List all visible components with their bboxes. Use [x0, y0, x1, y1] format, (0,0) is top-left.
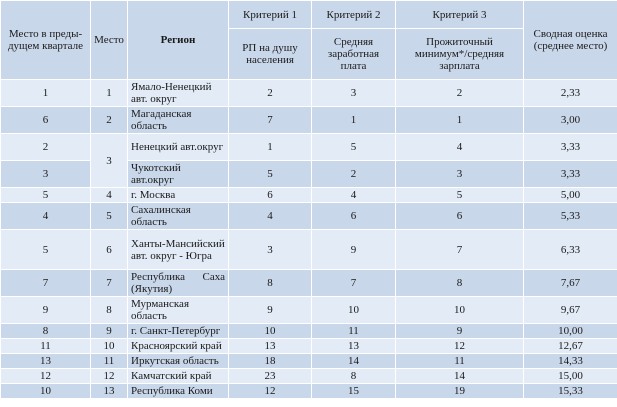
place-cell: 5: [91, 203, 128, 230]
summary-score-cell: 3,00: [524, 107, 617, 134]
table-row: [1, 297, 617, 324]
summary-score-cell: 3,33: [524, 134, 617, 161]
header-criterion-2: Критерий 2: [312, 1, 396, 29]
place-cell: 8: [91, 297, 128, 324]
header-region: Регион: [128, 1, 229, 80]
place-cell: 6: [91, 230, 128, 270]
summary-score-cell: 5,33: [524, 203, 617, 230]
criterion-1-cell: 18: [229, 354, 312, 369]
criterion-2-cell: 3: [312, 80, 396, 107]
criterion-3-cell: 6: [396, 203, 524, 230]
region-cell: г. Санкт-Петербург: [128, 324, 229, 339]
criterion-3-cell: 1: [396, 107, 524, 134]
summary-score-cell: 14,33: [524, 354, 617, 369]
prev-place-cell: 5: [1, 230, 91, 270]
criterion-1-cell: 10: [229, 324, 312, 339]
criterion-1-cell: 4: [229, 203, 312, 230]
place-cell: 4: [91, 188, 128, 203]
criterion-3-cell: 3: [396, 161, 524, 188]
prev-place-cell: 12: [1, 369, 91, 384]
criterion-1-cell: 2: [229, 80, 312, 107]
criterion-2-cell: 11: [312, 324, 396, 339]
table-row: [1, 339, 617, 354]
criterion-1-cell: 5: [229, 161, 312, 188]
prev-place-cell: 9: [1, 297, 91, 324]
table-row: [1, 270, 617, 297]
criterion-2-cell: 2: [312, 161, 396, 188]
summary-score-cell: 15,33: [524, 384, 617, 399]
header-criterion-1: Критерий 1: [229, 1, 312, 29]
summary-score-cell: 9,67: [524, 297, 617, 324]
place-cell: 2: [91, 107, 128, 134]
place-cell: 9: [91, 324, 128, 339]
criterion-1-cell: 7: [229, 107, 312, 134]
prev-place-cell: 3: [1, 161, 91, 188]
place-cell: 13: [91, 384, 128, 399]
prev-place-cell: 5: [1, 188, 91, 203]
header-criterion-1-desc: РП на душу населения: [229, 29, 312, 80]
criterion-1-cell: 23: [229, 369, 312, 384]
criterion-3-cell: 12: [396, 339, 524, 354]
table-row: [1, 80, 617, 107]
prev-place-cell: 13: [1, 354, 91, 369]
criterion-1-cell: 8: [229, 270, 312, 297]
prev-place-cell: 4: [1, 203, 91, 230]
region-cell: г. Москва: [128, 188, 229, 203]
criterion-1-cell: 6: [229, 188, 312, 203]
table-row: [1, 354, 617, 369]
header-criterion-2-desc: Средняя заработная плата: [312, 29, 396, 80]
place-cell: 1: [91, 80, 128, 107]
criterion-2-cell: 10: [312, 297, 396, 324]
place-cell: 3: [91, 134, 128, 188]
criterion-2-cell: 7: [312, 270, 396, 297]
criterion-2-cell: 4: [312, 188, 396, 203]
criterion-2-cell: 9: [312, 230, 396, 270]
place-cell: 11: [91, 354, 128, 369]
summary-score-cell: 15,00: [524, 369, 617, 384]
summary-score-cell: 5,00: [524, 188, 617, 203]
summary-score-cell: 12,67: [524, 339, 617, 354]
region-cell: Сахалинская область: [128, 203, 229, 230]
criterion-3-cell: 8: [396, 270, 524, 297]
summary-score-cell: 3,33: [524, 161, 617, 188]
prev-place-cell: 11: [1, 339, 91, 354]
region-cell: Магаданская область: [128, 107, 229, 134]
criterion-2-cell: 13: [312, 339, 396, 354]
place-cell: 12: [91, 369, 128, 384]
header-place: Место: [91, 1, 128, 80]
table-row: [1, 188, 617, 203]
criterion-2-cell: 6: [312, 203, 396, 230]
header-prev-place: Место в преды-дущем квартале: [1, 1, 91, 80]
criterion-3-cell: 7: [396, 230, 524, 270]
prev-place-cell: 10: [1, 384, 91, 399]
header-criterion-3: Критерий 3: [396, 1, 524, 29]
header-summary-score: Сводная оценка (среднее место): [524, 1, 617, 80]
region-cell: Иркутская область: [128, 354, 229, 369]
region-cell: Мурманская область: [128, 297, 229, 324]
criterion-2-cell: 8: [312, 369, 396, 384]
criterion-2-cell: 5: [312, 134, 396, 161]
criterion-3-cell: 2: [396, 80, 524, 107]
summary-score-cell: 10,00: [524, 324, 617, 339]
place-cell: 7: [91, 270, 128, 297]
table-row: [1, 369, 617, 384]
place-cell: 10: [91, 339, 128, 354]
criterion-1-cell: 9: [229, 297, 312, 324]
region-cell: Ямало-Ненецкий авт. округ: [128, 80, 229, 107]
criterion-3-cell: 14: [396, 369, 524, 384]
region-cell: Республика Коми: [128, 384, 229, 399]
criterion-1-cell: 13: [229, 339, 312, 354]
prev-place-cell: 1: [1, 80, 91, 107]
region-cell: Ханты-Мансийский авт. округ - Югра: [128, 230, 229, 270]
criterion-2-cell: 15: [312, 384, 396, 399]
prev-place-cell: 2: [1, 134, 91, 161]
criterion-3-cell: 19: [396, 384, 524, 399]
summary-score-cell: 6,33: [524, 230, 617, 270]
criterion-1-cell: 3: [229, 230, 312, 270]
criterion-3-cell: 5: [396, 188, 524, 203]
region-cell: Красноярский край: [128, 339, 229, 354]
summary-score-cell: 2,33: [524, 80, 617, 107]
criterion-1-cell: 12: [229, 384, 312, 399]
region-cell: Республика Саха (Якутия): [128, 270, 229, 297]
criterion-3-cell: 11: [396, 354, 524, 369]
table-row: [1, 324, 617, 339]
table-row: [1, 384, 617, 399]
table-row: [1, 230, 617, 270]
prev-place-cell: 6: [1, 107, 91, 134]
region-cell: Камчатский край: [128, 369, 229, 384]
prev-place-cell: 8: [1, 324, 91, 339]
criterion-2-cell: 14: [312, 354, 396, 369]
criterion-3-cell: 10: [396, 297, 524, 324]
table-row: [1, 134, 617, 161]
summary-score-cell: 7,67: [524, 270, 617, 297]
table-row: [1, 107, 617, 134]
table-row: [1, 203, 617, 230]
criterion-2-cell: 1: [312, 107, 396, 134]
header-criterion-3-desc: Прожиточный минимум*/средняя зарплата: [396, 29, 524, 80]
region-cell: Чукотский авт.округ: [128, 161, 229, 188]
criterion-3-cell: 9: [396, 324, 524, 339]
region-cell: Ненецкий авт.округ: [128, 134, 229, 161]
prev-place-cell: 7: [1, 270, 91, 297]
criterion-1-cell: 1: [229, 134, 312, 161]
criterion-3-cell: 4: [396, 134, 524, 161]
